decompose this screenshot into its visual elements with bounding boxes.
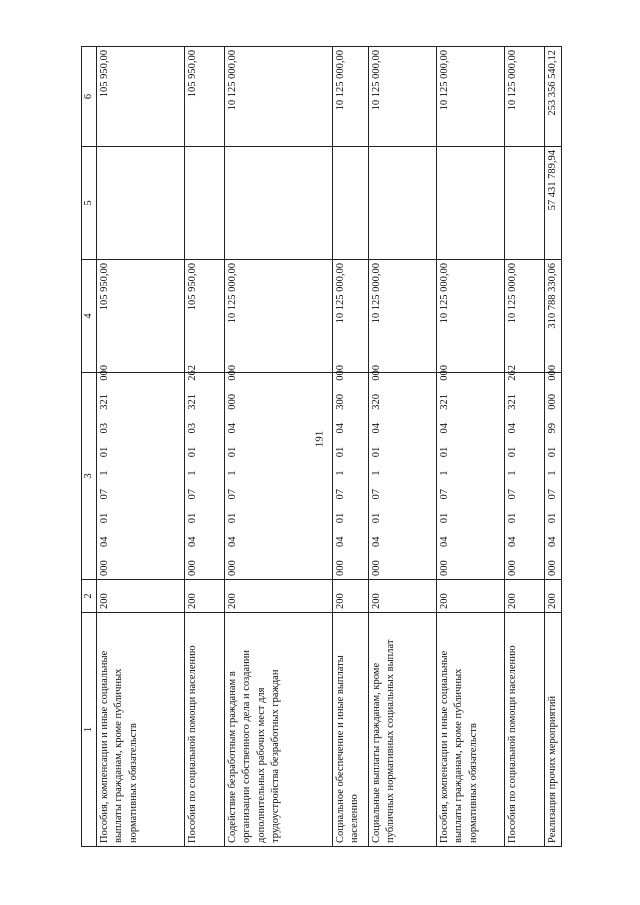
row-value-5: 57 431 789,94 [545,147,562,260]
row-value-6: 105 950,00 [97,47,185,147]
row-classification: 000 04 01 07 1 01 04 300 000 [333,373,369,580]
row-value-4: 10 125 000,00 [225,260,333,373]
row-value-4: 10 125 000,00 [369,260,437,373]
table-header-row [82,47,97,847]
row-value-6: 10 125 000,00 [437,47,505,147]
row-code: 200 [185,580,225,613]
row-code: 200 [437,580,505,613]
row-value-5 [97,147,185,260]
table-row [333,47,369,847]
budget-table [81,46,562,847]
row-code: 200 [97,580,185,613]
row-classification: 000 04 01 07 1 01 03 321 262 [185,373,225,580]
table-row [97,47,185,847]
table-row [185,47,225,847]
page-number: 191 [313,430,326,448]
row-value-6: 10 125 000,00 [225,47,333,147]
row-classification: 000 04 01 07 1 01 99 000 000 [545,373,562,580]
table-row [369,47,437,847]
row-value-4: 10 125 000,00 [437,260,505,373]
row-value-6: 253 356 540,12 [545,47,562,147]
row-value-5 [225,147,333,260]
row-value-4: 105 950,00 [97,260,185,373]
row-name: Социальные выплаты гражданам, кроме публичных нормативных социальных выплат [369,613,437,847]
row-name: Пособия по социальной помощи населению [505,613,545,847]
row-value-5 [437,147,505,260]
row-code: 200 [505,580,545,613]
table-row [545,47,562,847]
row-value-4: 310 788 330,06 [545,260,562,373]
row-value-5 [505,147,545,260]
row-code: 200 [225,580,333,613]
row-value-6: 105 950,00 [185,47,225,147]
row-value-4: 105 950,00 [185,260,225,373]
row-code: 200 [545,580,562,613]
row-name: Пособия, компенсации и иные социальные выплаты гражданам, кроме публичных нормативных обязательств [437,613,505,847]
row-classification: 000 04 01 07 1 01 04 321 262 [505,373,545,580]
row-name: Социальное обеспечение и иные выплаты населению [333,613,369,847]
row-classification: 000 04 01 07 1 01 03 321 000 [97,373,185,580]
row-name: Пособия по социальной помощи населению [185,613,225,847]
row-name: Содействие безработным гражданам в организации собственного дела и создании дополнительных рабочих мест для трудоустройства безработных граждан [225,613,333,847]
row-classification: 000 04 01 07 1 01 04 000 000 [225,373,333,580]
row-value-6: 10 125 000,00 [333,47,369,147]
row-value-6: 10 125 000,00 [505,47,545,147]
table-row [505,47,545,847]
column-header: 1 [82,613,97,847]
row-value-4: 10 125 000,00 [505,260,545,373]
budget-table-rotated [81,47,559,847]
row-code: 200 [333,580,369,613]
row-value-6: 10 125 000,00 [369,47,437,147]
column-header: 2 [82,580,97,613]
row-name: Реализация прочих мероприятий [545,613,562,847]
row-code: 200 [369,580,437,613]
table-row [225,47,333,847]
table-row [437,47,505,847]
column-header: 5 [82,147,97,260]
row-value-5 [369,147,437,260]
row-name: Пособия, компенсации и иные социальные выплаты гражданам, кроме публичных нормативных обязательств [97,613,185,847]
row-classification: 000 04 01 07 1 01 04 320 000 [369,373,437,580]
row-value-4: 10 125 000,00 [333,260,369,373]
column-header: 3 [82,373,97,580]
row-value-5 [333,147,369,260]
column-header: 6 [82,47,97,147]
row-value-5 [185,147,225,260]
column-header: 4 [82,260,97,373]
row-classification: 000 04 01 07 1 01 04 321 000 [437,373,505,580]
